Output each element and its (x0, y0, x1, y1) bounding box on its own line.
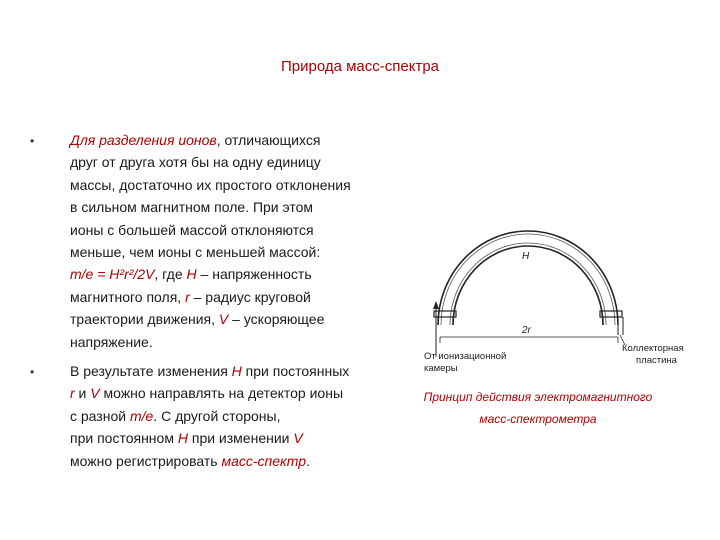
text-line (70, 405, 400, 427)
text-run: – напряженность (196, 266, 312, 283)
bullet-text-1 (70, 129, 400, 353)
highlighted-term: масс-спектр (221, 452, 307, 469)
collector-label-line2: пластина (636, 355, 677, 366)
ion-entry-arrowhead (433, 301, 439, 309)
text-line (70, 382, 400, 404)
bullet-marker-1: • (30, 134, 35, 148)
highlighted-term: H (231, 363, 242, 379)
text-line (70, 308, 400, 330)
text-run: при постоянном (70, 430, 178, 447)
field-label: H (522, 251, 530, 262)
text-line (70, 331, 400, 353)
highlighted-term: m/e = H²r²/2V (70, 266, 155, 283)
highlighted-term: r (70, 385, 75, 402)
text-line (70, 151, 400, 173)
text-run: . (306, 452, 310, 469)
figure-caption-line2: масс-спектрометра (479, 412, 597, 426)
text-run: – радиус круговой (189, 288, 311, 305)
text-run: . С другой стороны, (153, 407, 281, 424)
text-run: друг от друга хотя бы на одну единицу (70, 154, 321, 171)
text-line (70, 219, 400, 241)
text-line (70, 196, 400, 218)
collector-label-line1: Коллекторная (622, 343, 684, 354)
text-run: можно регистрировать (70, 452, 222, 469)
text-line (70, 129, 400, 151)
mass-spectrometer-diagram (410, 185, 700, 385)
text-run: массы, достаточно их простого отклонения (70, 176, 351, 193)
bullet-marker-2: • (30, 365, 35, 379)
text-run: при постоянных (241, 363, 350, 379)
text-run: напряжение. (70, 333, 153, 350)
text-line (70, 286, 400, 308)
text-run: с разной (70, 407, 130, 424)
text-run: при изменении (187, 430, 294, 447)
highlighted-term: V (293, 430, 303, 447)
text-line (70, 241, 400, 263)
bullet-text-2 (70, 360, 400, 472)
text-line (70, 427, 400, 449)
highlighted-term: m/e (129, 407, 154, 424)
highlighted-term: H (177, 430, 188, 447)
figure-caption-line1: Принцип действия электромагнитного (423, 390, 653, 404)
text-line (70, 360, 400, 382)
slide-title: Природа масс-спектра (280, 58, 440, 75)
text-run: , где (154, 266, 187, 283)
text-line (70, 174, 400, 196)
source-label-line1: От ионизационной (424, 351, 507, 362)
highlighted-term: V (90, 385, 100, 402)
text-run: можно направлять на детектор ионы (99, 385, 344, 402)
text-run: траектории движения, (70, 311, 219, 328)
text-run: – ускоряющее (228, 311, 325, 328)
text-run: в сильном магнитном поле. При этом (70, 199, 314, 216)
highlighted-term: H (186, 266, 197, 283)
text-run: магнитного поля, (70, 288, 186, 305)
highlighted-term: Для разделения ионов (70, 132, 217, 148)
text-run: меньше, чем ионы с меньшей массой: (70, 244, 321, 261)
tube-outer-wall (438, 231, 618, 325)
highlighted-term: V (218, 311, 229, 328)
text-line (70, 450, 400, 472)
text-run: , отличающихся (216, 132, 321, 148)
text-line (70, 263, 400, 285)
highlighted-term: r (185, 288, 190, 305)
diameter-label: 2r (522, 325, 531, 336)
source-label-line2: камеры (424, 363, 458, 374)
figure-caption (388, 386, 688, 430)
text-run: и (74, 385, 91, 402)
text-run: В результате изменения (70, 363, 232, 379)
text-run: ионы с большей массой отклоняются (70, 221, 314, 238)
